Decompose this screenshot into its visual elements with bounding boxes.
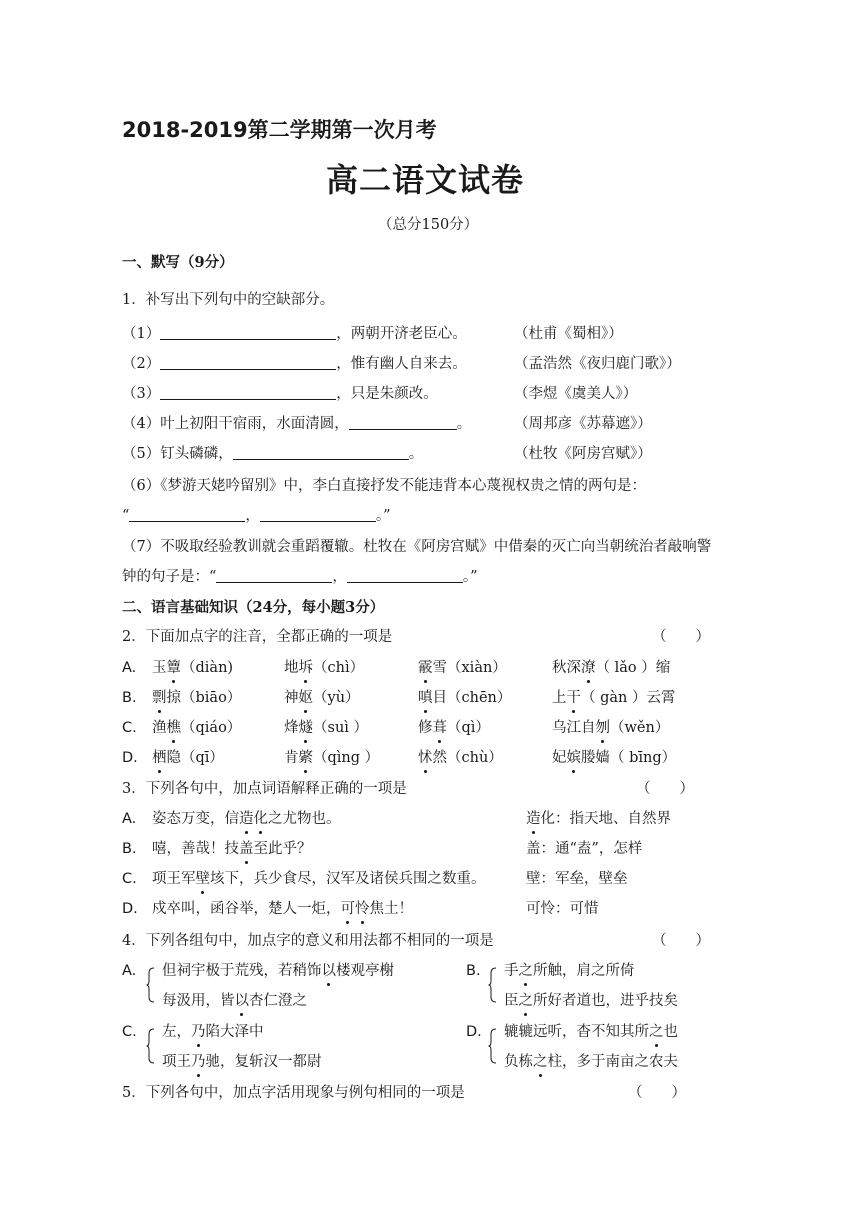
emphasized-char: 之 — [518, 993, 533, 1009]
text: 辘辘远听，杳不知其所 — [504, 1024, 649, 1040]
option-label[interactable]: D. — [122, 750, 138, 766]
emphasized-char: 可 — [340, 901, 355, 917]
q4-sentence — [162, 991, 307, 1011]
item-number: （3） — [122, 386, 161, 402]
text: 地 — [284, 660, 299, 676]
q2-option-cell — [552, 688, 675, 708]
text: 每汲用，皆 — [162, 993, 235, 1009]
emphasized-char: 葺 — [432, 720, 447, 736]
answer-blank[interactable] — [160, 354, 336, 370]
answer-blank[interactable] — [129, 506, 245, 522]
q2-option-cell — [152, 718, 241, 738]
page-title: 高二语文试卷 — [326, 161, 525, 199]
emphasized-char: 栖 — [152, 750, 167, 766]
text: 所好者道也，进乎技矣 — [533, 993, 678, 1009]
item-number: （4） — [122, 416, 161, 432]
q2-option-cell — [552, 658, 670, 678]
emphasized-char: 刎 — [595, 720, 610, 736]
q4-answer-paren[interactable]: （ ） — [652, 933, 710, 949]
option-label[interactable]: A. — [122, 811, 137, 827]
punct: ， — [332, 569, 347, 585]
answer-blank[interactable] — [160, 384, 336, 400]
text: 楼观亭榭 — [336, 963, 394, 979]
option-label[interactable]: B. — [122, 690, 137, 706]
item-text: 叶上初阳干宿雨，水面清圆， — [160, 416, 349, 432]
emphasized-char: 造 — [239, 811, 254, 827]
q2-option-cell — [152, 748, 224, 768]
q4-sentence — [504, 991, 678, 1011]
text: 媵嫱（ bīng） — [581, 750, 677, 766]
emphasized-char: 以 — [234, 993, 249, 1009]
text: 之尤物也。 — [268, 811, 341, 827]
exam-term: 2018-2019第二学期第一次月考 — [122, 118, 437, 142]
item-text: 钉头磷磷， — [160, 446, 233, 462]
q2-prompt: 2．下面加点字的注音，全都正确的一项是 — [122, 629, 393, 645]
q2-option-cell — [418, 658, 507, 678]
q3-explanation — [526, 809, 671, 829]
q4-sentence — [504, 961, 635, 981]
q2-option-cell — [284, 748, 379, 768]
item-text: ，惟有幽人自来去。 — [336, 356, 467, 372]
text: 神 — [284, 690, 299, 706]
emphasized-char: 造 — [526, 811, 541, 827]
q2-option-cell — [284, 718, 368, 738]
q1-item-1-source: （杜甫《蜀相》） — [514, 326, 623, 342]
text: 杏仁澄之 — [249, 993, 307, 1009]
item-number: （2） — [122, 356, 161, 372]
q1-item-4-source: （周邦彦《苏幕遮》） — [514, 416, 652, 432]
text: 渔 — [152, 720, 167, 736]
answer-blank[interactable] — [347, 567, 463, 583]
q4-sentence — [504, 1022, 678, 1042]
emphasized-char: 怵 — [418, 750, 433, 766]
emphasized-char: 乃 — [191, 1054, 206, 1070]
option-label[interactable]: C. — [122, 1024, 137, 1040]
q1-item-5-source: （杜牧《阿房宫赋》） — [514, 446, 652, 462]
answer-blank[interactable] — [260, 506, 376, 522]
quote-mark: “ — [122, 508, 130, 524]
emphasized-char: 樵 — [166, 720, 181, 736]
q2-option-cell — [552, 748, 676, 768]
q4-sentence — [162, 961, 394, 981]
punct: ， — [245, 508, 260, 524]
text: 玉 — [152, 660, 167, 676]
option-label[interactable]: A. — [122, 963, 137, 979]
q3-prompt: 3．下列各句中，加点词语解释正确的一项是 — [122, 781, 407, 797]
brace-icon — [488, 967, 497, 1003]
brace-icon — [488, 1028, 497, 1064]
answer-blank[interactable] — [216, 567, 332, 583]
q1-item-7-line2 — [122, 567, 478, 587]
q1-item-2 — [122, 354, 467, 374]
text: 掠（biāo） — [166, 690, 242, 706]
text: 秋深 — [552, 660, 581, 676]
q3-sentence — [152, 809, 341, 829]
emphasized-char: 之 — [518, 963, 533, 979]
text: 垓下，兵少食尽，汉军及诸侯兵围之数重。 — [210, 871, 486, 887]
brace-icon — [146, 967, 155, 1003]
text: 壁：军垒，壁垒 — [526, 871, 628, 887]
q1-item-1 — [122, 324, 467, 344]
emphasized-char: 干 — [566, 690, 581, 706]
text: 嘻，善哉！技 — [152, 841, 239, 857]
emphasized-char: 綮 — [298, 750, 313, 766]
q3-sentence — [152, 869, 486, 889]
text: （qiáo） — [181, 720, 242, 736]
option-label[interactable]: D. — [122, 901, 138, 917]
q1-item-4 — [122, 414, 471, 434]
text: 手 — [504, 963, 519, 979]
item-text: ，两朝开济老臣心。 — [336, 326, 467, 342]
text: （wěn） — [610, 720, 670, 736]
emphasized-char: 以 — [321, 963, 336, 979]
brace-icon — [488, 967, 497, 1003]
q3-explanation — [526, 869, 628, 889]
q1-item-3-source: （李煜《虞美人》） — [514, 386, 638, 402]
q2-option-cell — [418, 748, 503, 768]
q2-option-cell — [418, 718, 490, 738]
emphasized-char: 怜 — [355, 901, 370, 917]
q4-sentence — [504, 1052, 678, 1072]
text: （suì ） — [313, 720, 369, 736]
item-number: （5） — [122, 446, 161, 462]
answer-blank[interactable] — [160, 324, 336, 340]
q3-sentence — [152, 899, 413, 919]
q3-explanation — [526, 899, 599, 919]
text: 负栋 — [504, 1054, 533, 1070]
q5-prompt: 5．下列各句中，加点字活用现象与例句相同的一项是 — [122, 1085, 465, 1101]
text: （diàn) — [181, 660, 234, 676]
brace-icon — [488, 1028, 497, 1064]
text: 柱，多于南亩之农夫 — [547, 1054, 678, 1070]
brace-icon — [146, 1028, 155, 1064]
q1-item-5 — [122, 444, 423, 464]
text: （qìng ） — [313, 750, 380, 766]
q4-prompt: 4．下列各组句中，加点字的意义和用法都不相同的一项是 — [122, 933, 494, 949]
text: 左， — [162, 1024, 191, 1040]
text: 但祠宇极于荒残，若稍饰 — [162, 963, 322, 979]
text: 然（chù） — [432, 750, 503, 766]
answer-blank[interactable] — [233, 444, 409, 460]
text: 也 — [663, 1024, 678, 1040]
q5-answer-paren[interactable]: （ ） — [628, 1085, 686, 1101]
emphasized-char: 之 — [649, 1024, 664, 1040]
text: 肯 — [284, 750, 299, 766]
q4-sentence — [162, 1052, 322, 1072]
section-1-heading: 一、默写（9分） — [122, 254, 234, 271]
text: 焦土！ — [369, 901, 413, 917]
text: 项王 — [162, 1054, 191, 1070]
option-label[interactable]: B. — [122, 841, 137, 857]
q2-option-cell — [152, 688, 241, 708]
text: 姿态万变，信 — [152, 811, 239, 827]
brace-icon — [146, 1028, 155, 1064]
item-text: 钟的句子是：“ — [122, 569, 217, 585]
emphasized-char: 妪 — [298, 690, 313, 706]
text: （yù） — [313, 690, 360, 706]
q3-sentence — [152, 839, 312, 859]
emphasized-char: 乃 — [191, 1024, 206, 1040]
text: 隐（qī） — [166, 750, 224, 766]
item-text: 。 — [408, 446, 424, 462]
text: 至此乎？ — [253, 841, 312, 857]
q1-item-2-source: （孟浩然《夜归鹿门歌》） — [514, 356, 681, 372]
q3-answer-paren[interactable]: （ ） — [636, 781, 694, 797]
text: 陷大泽中 — [205, 1024, 264, 1040]
emphasized-char: 霰 — [418, 660, 433, 676]
q2-option-cell — [552, 718, 669, 738]
section-2-heading: 二、语言基础知识（24分，每小题3分） — [122, 599, 385, 616]
text: 臣 — [504, 993, 519, 1009]
q4-sentence — [162, 1022, 264, 1042]
emphasized-char: 剽 — [152, 690, 167, 706]
text: 烽 — [284, 720, 299, 736]
text: 项王军 — [152, 871, 196, 887]
q1-prompt: 1．补写出下列句中的空缺部分。 — [122, 292, 335, 308]
emphasized-char: 潦 — [581, 660, 596, 676]
text: 化：指天地、自然界 — [540, 811, 671, 827]
text: 目（chēn） — [432, 690, 512, 706]
option-label[interactable]: B. — [466, 963, 481, 979]
emphasized-char: 燧 — [298, 720, 313, 736]
emphasized-char: 化 — [253, 811, 268, 827]
q2-answer-paren[interactable]: （ ） — [652, 629, 710, 645]
text: （ lǎo ）缩 — [595, 660, 671, 676]
option-label[interactable]: C. — [122, 720, 137, 736]
text: 妃 — [552, 750, 567, 766]
emphasized-char: 嫔 — [566, 750, 581, 766]
q2-option-cell — [284, 658, 364, 678]
q1-item-7-line1: （7）不吸取经验教训就会重蹈覆辙。杜牧在《阿房宫赋》中借秦的灭亡向当朝统治者敲响警 — [122, 539, 712, 555]
item-number: （1） — [122, 326, 161, 342]
q3-explanation — [526, 839, 642, 859]
q2-option-cell — [152, 658, 233, 678]
q1-item-6-line1: （6）《梦游天姥吟留别》中，李白直接抒发不能违背本心蔑视权贵之情的两句是： — [122, 478, 646, 494]
option-label[interactable]: D. — [466, 1024, 482, 1040]
text: 修 — [418, 720, 433, 736]
emphasized-char: 嗔 — [418, 690, 433, 706]
text: 所触，肩之所倚 — [533, 963, 635, 979]
punct: 。” — [375, 508, 391, 524]
emphasized-char: 盖 — [239, 841, 254, 857]
text: 乌江自 — [552, 720, 596, 736]
q2-option-cell — [284, 688, 360, 708]
punct: 。” — [462, 569, 478, 585]
text: （qì） — [447, 720, 490, 736]
answer-blank[interactable] — [349, 414, 457, 430]
text: （chì） — [313, 660, 365, 676]
emphasized-char: 之 — [533, 1054, 548, 1070]
option-label[interactable]: C. — [122, 871, 137, 887]
text: 雪（xiàn） — [432, 660, 507, 676]
q2-option-cell — [418, 688, 511, 708]
q1-item-6-line2 — [122, 506, 391, 526]
text: 戍卒叫，函谷举，楚人一炬， — [152, 901, 341, 917]
text: 上 — [552, 690, 567, 706]
text: 盖：通“盍”，怎样 — [526, 841, 643, 857]
text: （ gàn ）云霄 — [581, 690, 676, 706]
item-text: ，只是朱颜改。 — [336, 386, 438, 402]
emphasized-char: 坼 — [298, 660, 313, 676]
option-label[interactable]: A. — [122, 660, 137, 676]
q1-item-3 — [122, 384, 438, 404]
text: 驰，复斩汉一都尉 — [205, 1054, 322, 1070]
emphasized-char: 簟 — [166, 660, 181, 676]
total-score: （总分150分） — [378, 217, 479, 233]
item-text: 。 — [456, 416, 472, 432]
brace-icon — [146, 967, 155, 1003]
emphasized-char: 壁 — [195, 871, 210, 887]
text: 可怜：可惜 — [526, 901, 599, 917]
